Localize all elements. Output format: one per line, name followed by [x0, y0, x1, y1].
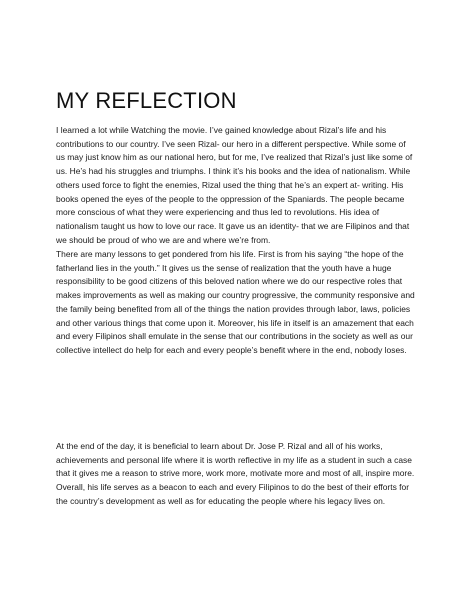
- paragraph-2: There are many lessons to get pondered from his life. First is from his saying “the hope of the fatherland lies in the youth.” It gives us the sense of realization that the youth have a huge responsibility to be good citizens of this beloved nation where we do our respective roles that makes improvements as well as making our country progressive, the community responsive and the family being benefited from all of the things the nation provides through labor, laws, policies and other various things that come upon it. Moreover, his life in itself is an amazement that each and every Filipinos shall emulate in the sense that our contributions in the society as well as our collective intellect do help for each and every people’s benefit where in the end, nobody loses.: [56, 249, 415, 355]
- paragraph-1: I learned a lot while Watching the movie. I’ve gained knowledge about Rizal’s life and his contributions to our country. I’ve seen Rizal- our hero in a different perspective. While some of us may just know him as our national hero, but for me, I’ve realized that Rizal’s just like some of us. He’s had his struggles and triumphs. I think it’s his books and the idea of nationalism. While others used force to fight the enemies, Rizal used the thing that he’s an expert at- writing. His books opened the eyes of the people to the oppression of the Spaniards. The people became more conscious of what they were experiencing and thus led to revolutions. His idea of nationalism taught us how to love our race. It gave us an identity- that we are Filipinos and that we should be proud of who we are and where we’re from.: [56, 125, 413, 245]
- page-title: MY REFLECTION: [56, 88, 237, 113]
- paragraph-3: At the end of the day, it is beneficial to learn about Dr. Jose P. Rizal and all of his works, achievements and personal life where it is worth reflective in my life as a student in such a case that it gives me a reason to strive more, work more, motivate more and most of all, inspire more. Overall, his life serves as a beacon to each and every Filipinos to do the best of their efforts for the country’s development as well as for educating the people where his legacy lives on.: [56, 441, 415, 506]
